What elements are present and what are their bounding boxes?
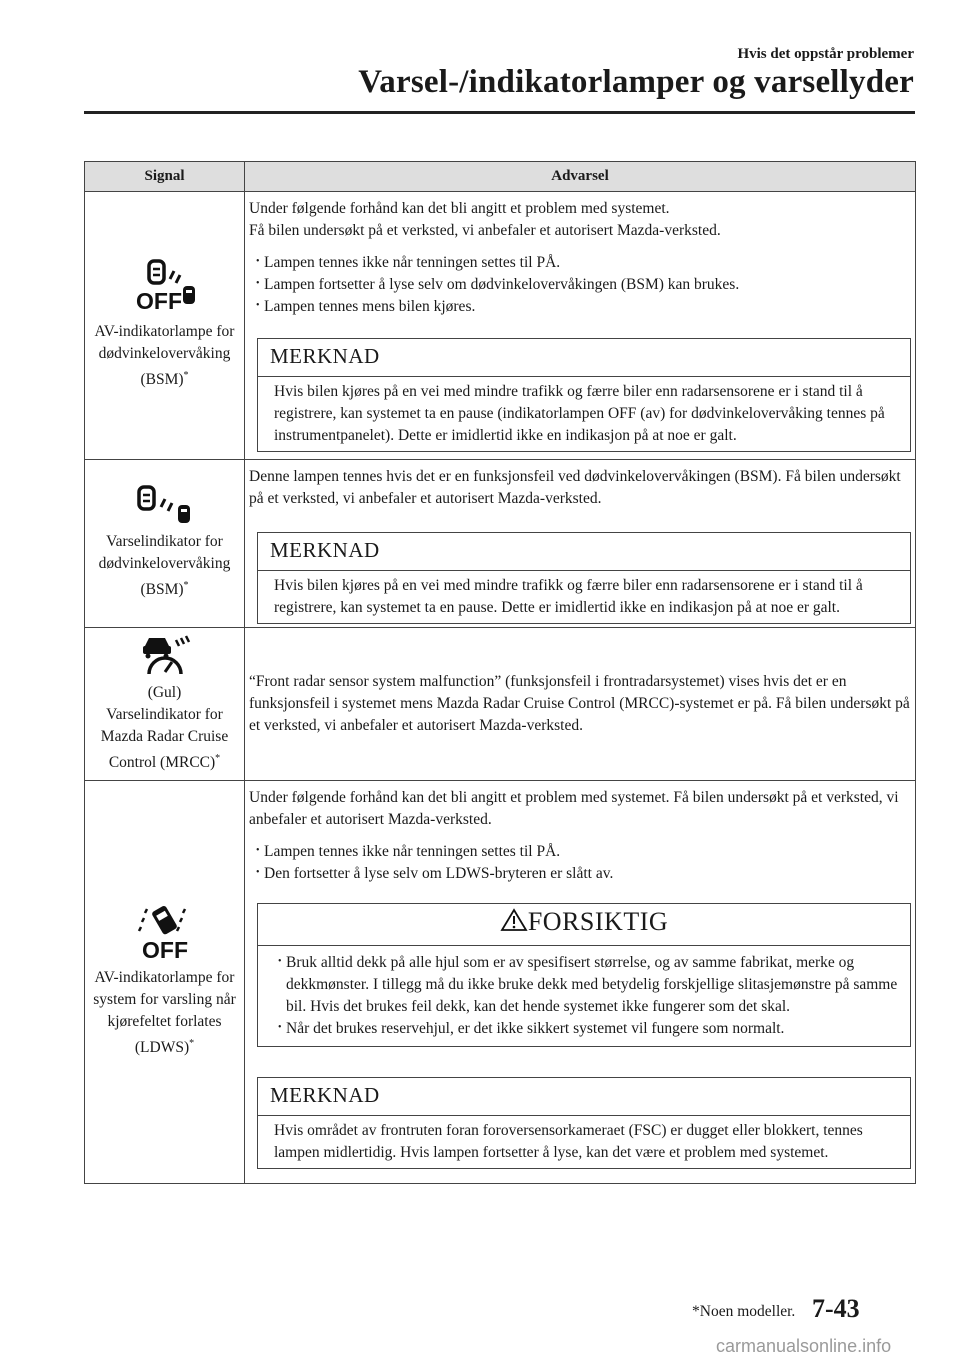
caution-text <box>258 946 910 1046</box>
signal-cell <box>85 781 245 1184</box>
watermark: carmanualsonline.info <box>716 1336 892 1356</box>
description-text: Få bilen undersøkt på et verksted, vi anbefaler et autorisert Mazda-verksted. <box>249 222 721 239</box>
caution-title: FORSIKTIG <box>258 904 910 946</box>
signal-cell <box>85 628 245 781</box>
note-text: Hvis bilen kjøres på en vei med mindre trafikk og færre biler enn radarsensorene er i stand til å registrere, kan systemet ta en pause (indikatorlampen OFF (av) for dødvinkelovervåking tennes på instrumentpanelet). Dette er imidlertid ikke en indikasjon på at noe er galt. <box>274 383 885 444</box>
warning-cell <box>245 192 916 460</box>
table-row <box>85 628 916 781</box>
bsm-warning-icon <box>133 485 197 525</box>
list-item: • Lampen tennes ikke når tenningen settes til PÅ. <box>258 841 911 863</box>
description-text: Under følgende forhånd kan det bli angitt et problem med systemet. Få bilen undersøkt på et verksted, vi anbefaler et autorisert Mazda-verksted. <box>249 789 899 829</box>
warning-cell <box>245 628 916 781</box>
note-text: Hvis bilen kjøres på en vei med mindre trafikk og færre biler enn radarsensorene er i stand til å registrere, kan systemet ta en pause. Dette er imidlertid ikke en indikasjon på at noe er galt. <box>274 577 863 616</box>
table-row <box>85 460 916 628</box>
footnote: *Noen modeller. <box>692 1303 796 1320</box>
section-name: Hvis det oppstår problemer <box>737 46 914 62</box>
list-item: • Lampen tennes mens bilen kjøres. <box>258 296 911 318</box>
description-text: Denne lampen tennes hvis det er en funksjonsfeil ved dødvinkelovervåkingen (BSM). Få bilen undersøkt på et verksted, vi anbefaler et autorisert Mazda-verksted. <box>249 468 901 507</box>
note-text: Hvis området av frontruten foran foroversensorkameraet (FSC) er dugget eller blokkert, tennes lampen midlertidig. Hvis lampen fortsetter å lyse, kan det være et problem med systemet. <box>274 1122 863 1162</box>
ldws-off-icon <box>135 905 195 961</box>
condition-list <box>249 252 911 318</box>
list-item: • Lampen tennes ikke når tenningen settes til PÅ. <box>258 252 911 274</box>
warning-cell <box>245 781 916 1184</box>
table-row <box>85 192 916 460</box>
note-box <box>257 338 911 452</box>
signal-label: (Gul) Varselindikator for Mazda Radar Cruise Control (MRCC)* <box>100 684 229 772</box>
svg-text:OFF: OFF <box>135 288 182 315</box>
signal-cell <box>85 192 245 460</box>
mrcc-warning-icon <box>135 634 195 676</box>
signal-label: Varselindikator for dødvinkelovervåking (BSM)* <box>98 533 231 599</box>
table-row <box>85 781 916 1184</box>
note-box <box>257 1077 911 1169</box>
condition-list <box>249 841 911 885</box>
warning-lights-table <box>84 161 916 1184</box>
list-item: • Når det brukes reservehjul, er det ikke sikkert systemet vil fungere som normalt. <box>280 1018 898 1040</box>
description-text: Under følgende forhånd kan det bli angitt et problem med systemet. <box>249 200 670 217</box>
header-divider <box>84 111 915 114</box>
note-box <box>257 532 911 624</box>
svg-text:OFF: OFF <box>141 937 188 962</box>
signal-label: AV-indikatorlampe for dødvinkelovervåking (BSM)* <box>94 323 235 389</box>
note-title: MERKNAD <box>258 533 910 571</box>
list-item: • Lampen fortsetter å lyse selv om dødvinkelovervåkingen (BSM) kan brukes. <box>258 274 911 296</box>
page-number: 7-43 <box>812 1294 860 1323</box>
warning-cell <box>245 460 916 628</box>
bsm-off-icon <box>133 259 197 315</box>
table-header-row <box>85 162 916 192</box>
list-item: • Bruk alltid dekk på alle hjul som er av spesifisert størrelse, og av samme fabrikat, merke og dekkmønster. I tillegg må du ikke bruke dekk med betydelig forskjellige slitasjemønstre på samme bil. Hvis det brukes feil dekk, kan det hende systemet ikke fungerer som det skal. <box>280 952 898 1018</box>
note-title: MERKNAD <box>258 339 910 377</box>
warning-triangle-icon <box>500 908 528 932</box>
note-title: MERKNAD <box>258 1078 910 1116</box>
description-text: “Front radar sensor system malfunction” (funksjonsfeil i frontradarsystemet) vises hvis det er en funksjonsfeil i systemet mens Mazda Radar Cruise Control (MRCC)-systemet er på. Få bilen undersøkt på et verksted, vi anbefaler et autorisert Mazda-verksted. <box>249 673 910 735</box>
caution-box <box>257 903 911 1047</box>
list-item: • Den fortsetter å lyse selv om LDWS-bryteren er slått av. <box>258 863 911 885</box>
page-title: Varsel-/indikatorlamper og varsellyder <box>358 64 914 100</box>
column-header-signal: Signal <box>85 162 245 192</box>
signal-cell <box>85 460 245 628</box>
signal-label: AV-indikatorlampe for system for varsling når kjørefeltet forlates (LDWS)* <box>93 969 236 1057</box>
column-header-warning: Advarsel <box>245 162 916 192</box>
